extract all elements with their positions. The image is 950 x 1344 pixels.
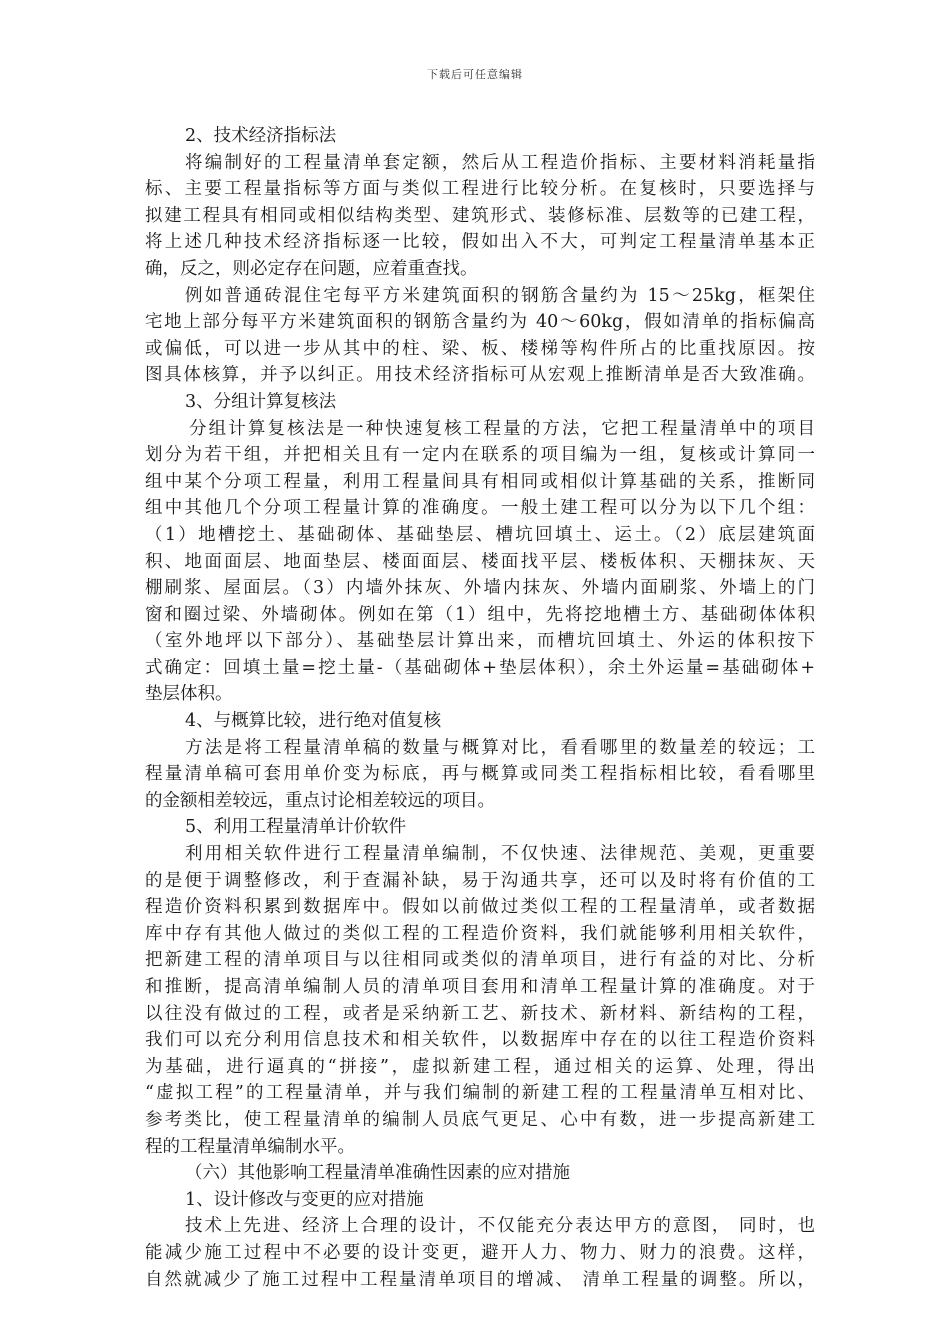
text-line: （1）地槽挖土、基础砌体、基础垫层、槽坑回填土、运土。（2）底层建筑面 — [145, 524, 815, 545]
text-line: 利用相关软件进行工程量清单编制，不仅快速、法律规范、美观，更重要 — [185, 844, 815, 865]
text-line: 我们可以充分利用信息技术和相关软件，以数据库中存在的以往工程造价资料 — [145, 1030, 815, 1051]
text-line: 或偏低，可以进一步从其中的柱、梁、板、楼梯等构件所占的比重找原因。按 — [145, 338, 815, 359]
text-line: 垫层体积。 — [145, 684, 233, 705]
text-line: 标、主要工程量指标等方面与类似工程进行比较分析。在复核时，只要选择与 — [145, 179, 815, 200]
text-line: 技术上先进、经济上合理的设计，不仅能充分表达甲方的意图， 同时，也 — [185, 1216, 815, 1237]
text-line: 图具体核算，并予以纠正。用技术经济指标可从宏观上推断清单是否大致准确。 — [145, 365, 815, 386]
text-line: 以往没有做过的工程，或者是采纳新工艺、新技术、新材料、新结构的工程， — [145, 1003, 815, 1024]
text-line: 组中其他几个分项工程量计算的准确度。一般土建工程可以分为以下几个组： — [145, 498, 815, 519]
text-line: 将编制好的工程量清单套定额，然后从工程造价指标、主要材料消耗量指 — [185, 152, 815, 173]
text-line: 式确定：回填土量=挖土量-（基础砌体+垫层体积），余土外运量=基础砌体+ — [145, 657, 815, 678]
download-note: 下载后可任意编辑 — [427, 68, 523, 81]
text-line: 组中某个分项工程量，利用工程量间具有相同或相似计算基础的关系，推断同 — [145, 471, 815, 492]
text-line: 划分为若干组，并把相关且有一定内在联系的项目编为一组，复核或计算同一 — [145, 445, 815, 466]
text-line: 库中存有其他人做过的类似工程的工程造价资料，我们就能够利用相关软件， — [145, 923, 815, 944]
text-line: 的是便于调整修改，利于查漏补缺，易于沟通共享，还可以及时将有价值的工 — [145, 870, 815, 891]
text-line: 宅地上部分每平方米建筑面积的钢筋含量约为 40～60kg，假如清单的指标偏高 — [145, 312, 815, 333]
text-line: （六）其他影响工程量清单准确性因素的应对措施 — [185, 1163, 570, 1184]
text-line: “虚拟工程”的工程量清单，并与我们编制的新建工程的工程量清单互相对比、 — [145, 1083, 815, 1104]
text-line: 5、利用工程量清单计价软件 — [185, 817, 407, 838]
text-line: 确，反之，则必定存在问题，应着重查找。 — [145, 258, 478, 279]
text-line: 程的工程量清单编制水平。 — [145, 1136, 355, 1157]
text-line: 能减少施工过程中不必要的设计变更，避开人力、物力、财力的浪费。这样， — [145, 1242, 815, 1263]
text-line: 2、技术经济指标法 — [185, 126, 337, 146]
text-line: 和推断，提高清单编制人员的清单项目套用和清单工程量计算的准确度。对于 — [145, 977, 815, 997]
document-body — [145, 123, 815, 1293]
text-line: 例如普通砖混住宅每平方米建筑面积的钢筋含量约为 15～25kg，框架住 — [185, 285, 815, 306]
text-line: 1、设计修改与变更的应对措施 — [185, 1189, 424, 1210]
text-line: 程造价资料积累到数据库中。假如以前做过类似工程的工程量清单，或者数据 — [145, 897, 815, 918]
text-line: 拟建工程具有相同或相似结构类型、建筑形式、装修标准、层数等的已建工程， — [145, 205, 815, 226]
text-line: 自然就减少了施工过程中工程量清单项目的增减、 清单工程量的调整。所以， — [145, 1269, 815, 1290]
text-line: 分组计算复核法是一种快速复核工程量的方法，它把工程量清单中的项目 — [189, 418, 815, 439]
text-line: 的金额相差较远，重点讨论相差较远的项目。 — [145, 790, 495, 811]
text-line: 方法是将工程量清单稿的数量与概算对比，看看哪里的数量差的较远；工 — [185, 737, 815, 758]
text-line: 把新建工程的清单项目与以往相同或类似的清单项目，进行有益的对比、分析 — [145, 950, 815, 971]
text-line: 4、与概算比较，进行绝对值复核 — [185, 711, 442, 732]
text-line: 积、地面面层、地面垫层、楼面面层、楼面找平层、楼板体积、天棚抹灰、天 — [145, 551, 815, 572]
text-line: 3、分组计算复核法 — [185, 391, 337, 412]
text-line: 程量清单稿可套用单价变为标底，再与概算或同类工程指标相比较，看看哪里 — [145, 764, 815, 785]
text-line: （室外地坪以下部分）、基础垫层计算出来，而槽坑回填土、外运的体积按下 — [145, 631, 815, 652]
text-line: 棚刷浆、屋面层。（3）内墙外抹灰、外墙内抹灰、外墙内面刷浆、外墙上的门 — [145, 578, 815, 599]
text-line: 将上述几种技术经济指标逐一比较，假如出入不大，可判定工程量清单基本正 — [145, 232, 815, 253]
text-line: 窗和圈过梁、外墙砌体。例如在第（1）组中，先将挖地槽土方、基础砌体体积 — [145, 604, 815, 625]
text-line: 为基础，进行逼真的“拼接”，虚拟新建工程，通过相关的运算、处理，得出 — [145, 1056, 815, 1077]
text-line: 参考类比，使工程量清单的编制人员底气更足、心中有数，进一步提高新建工 — [145, 1109, 815, 1130]
